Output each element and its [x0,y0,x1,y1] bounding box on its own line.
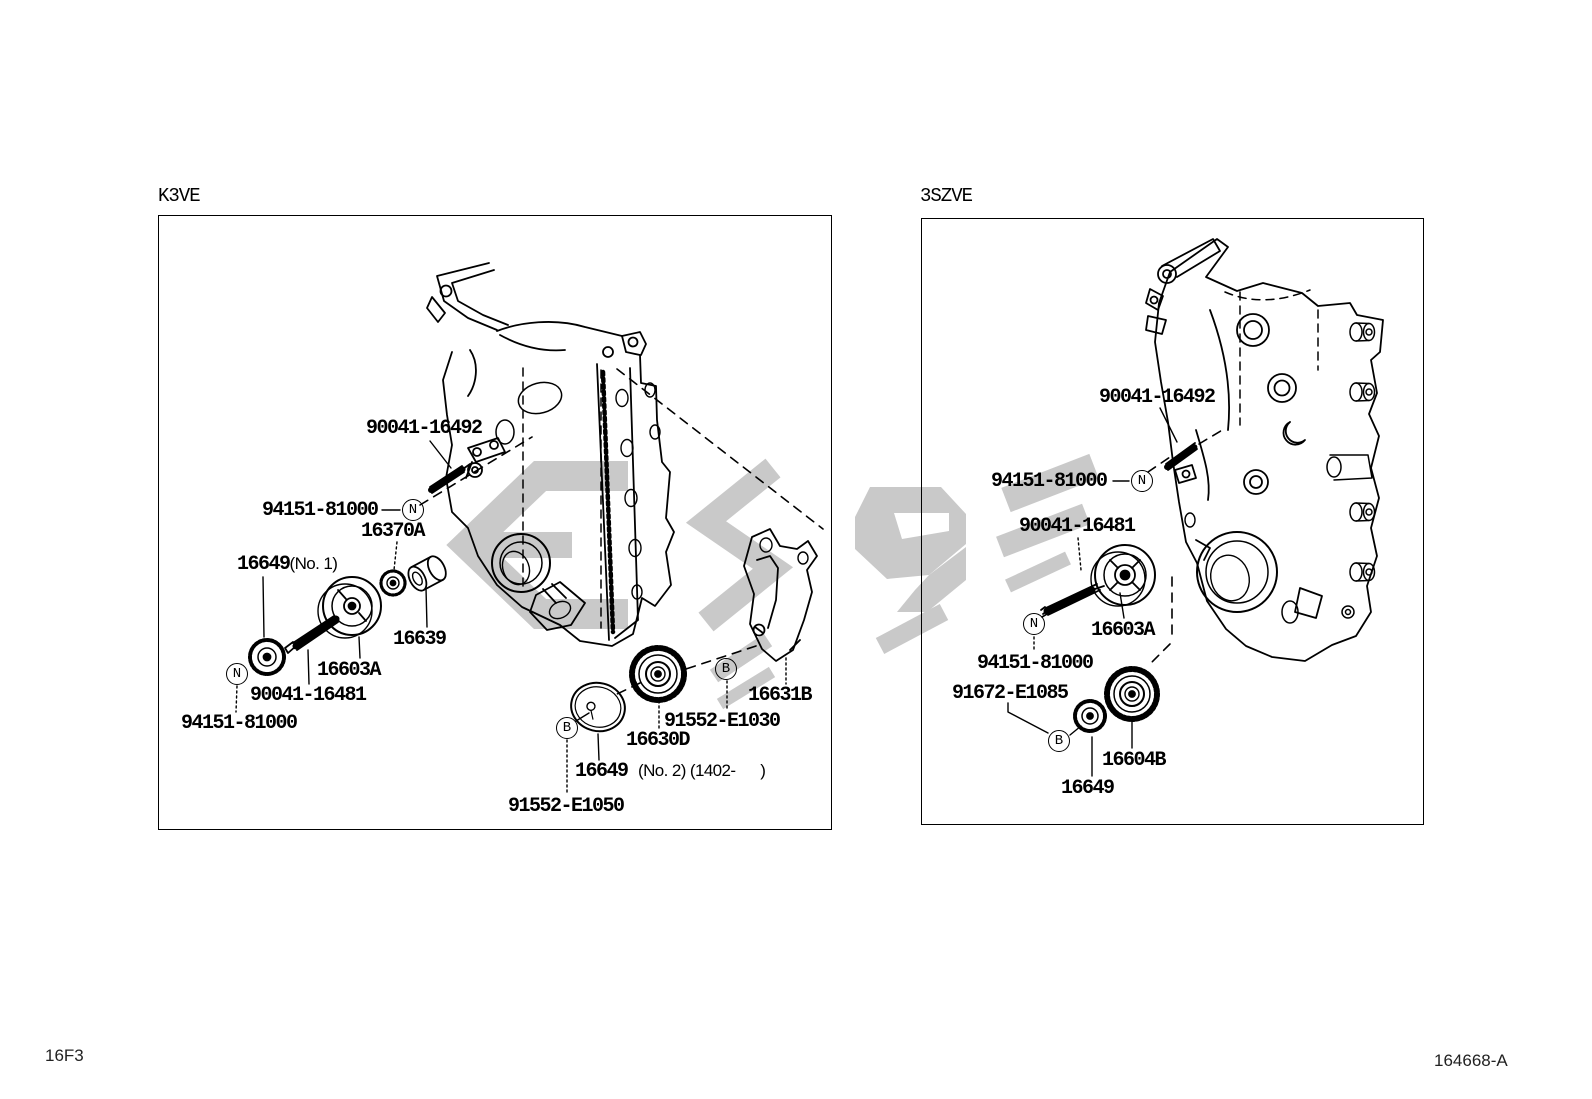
part-label-bolt-91552-e1030: 91552-E1030 [664,710,780,733]
marker-circle-n-top-k3ve: N [402,499,424,521]
marker-circle-b-left-k3ve: B [556,717,578,739]
part-number: 16649 [575,760,628,783]
part-label-idler-16604b: 16604B [1102,749,1166,772]
part-note: (No. 1) [289,554,338,573]
part-label-plate-16649-szve: 16649 [1061,777,1114,800]
marker-circle-n-top-szve: N [1131,470,1153,492]
part-label-roller-16639: 16639 [393,628,446,651]
marker-circle-n-bottom-k3ve: N [226,663,248,685]
3szve-panel-box [921,218,1424,825]
part-label-stud-90041-16492-szve: 90041-16492 [1099,386,1215,409]
part-label-tensioner-16603a-szve: 16603A [1091,619,1155,642]
k3ve-panel-title: K3VE [158,185,200,207]
part-label-bolt-91552-e1050: 91552-E1050 [508,795,624,818]
part-label-collar-91672-e1085: 91672-E1085 [952,682,1068,705]
page-code-left: 16F3 [45,1046,84,1065]
k3ve-panel-box [158,215,832,830]
part-label-nut-94151-81000-mid-szve: 94151-81000 [977,652,1093,675]
part-label-stud-90041-16492: 90041-16492 [366,417,482,440]
part-note: (No. 2) (1402- ) [638,761,766,780]
3szve-panel-title: 3SZVE [920,185,973,207]
part-label-tensioner-16603a: 16603A [317,659,381,682]
part-label-nut-94151-81000-bottom: 94151-81000 [181,712,297,735]
part-label-nut-94151-81000-top: 94151-81000 [262,499,378,522]
part-label-plate-16649-no2 [575,761,765,782]
marker-circle-b-szve: B [1048,730,1070,752]
part-number: 16649 [237,553,290,576]
marker-circle-n-mid-szve: N [1023,613,1045,635]
part-label-bolt-90041-16481: 90041-16481 [250,684,366,707]
part-label-bracket-16631b: 16631B [748,684,812,707]
marker-circle-b-right-k3ve: B [715,658,737,680]
part-label-plate-16649-no1 [237,554,337,575]
part-label-nut-94151-81000-top-szve: 94151-81000 [991,470,1107,493]
part-label-bolt-90041-16481-szve: 90041-16481 [1019,515,1135,538]
figure-number-right: 164668-A [1434,1051,1508,1070]
part-label-washer-16370a: 16370A [361,520,425,543]
part-label-idler-16630d: 16630D [626,729,690,752]
